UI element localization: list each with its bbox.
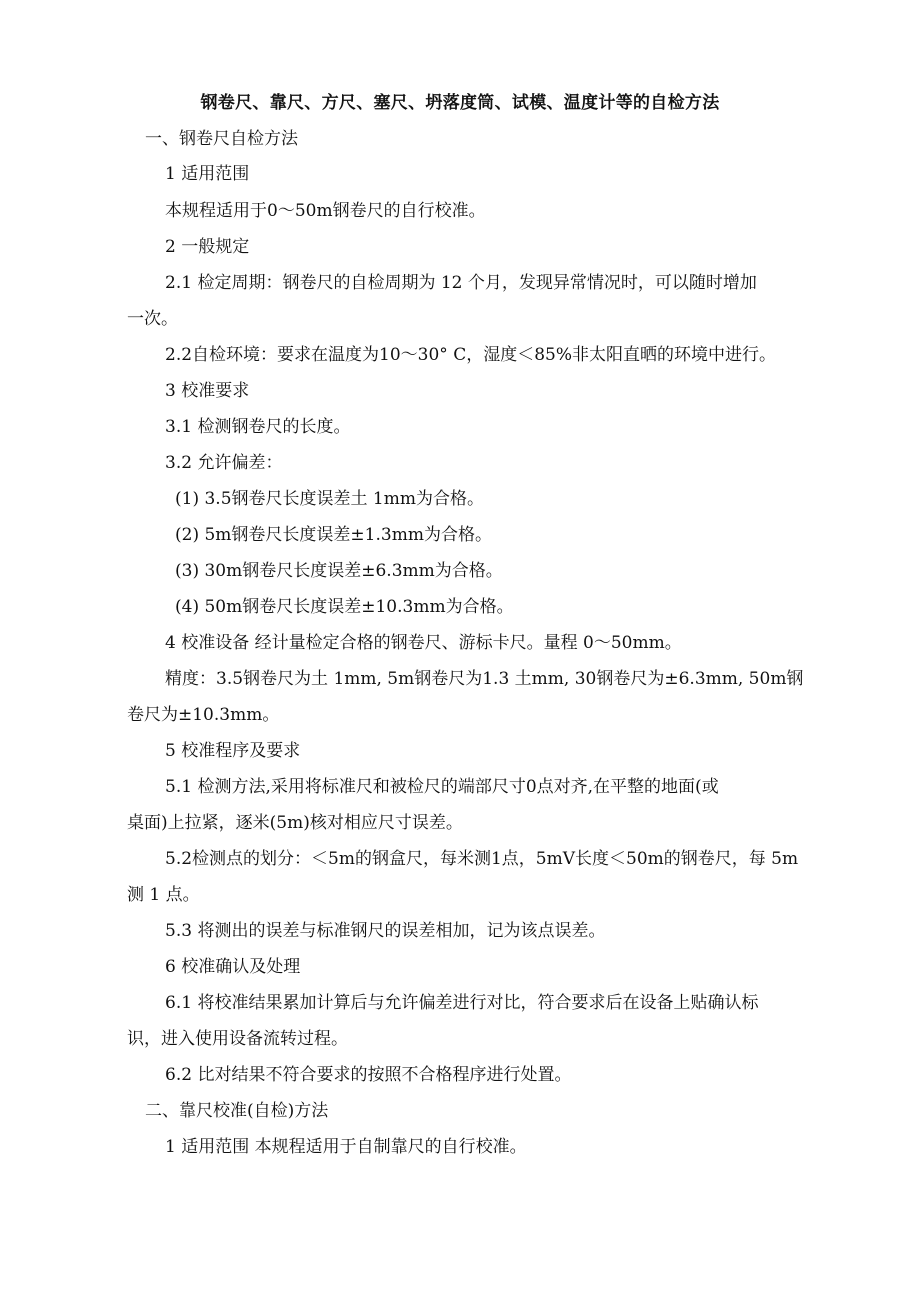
list-item: (2) 5m钢卷尺长度误差±1.3mm为合格。 — [175, 525, 492, 545]
paragraph: 精度：3.5钢卷尺为土 1mm, 5m钢卷尺为1.3 土mm, 30钢卷尺为±6.3mm, 50m钢 — [165, 669, 804, 689]
subsection-heading: 3 校准要求 — [165, 381, 250, 401]
paragraph: 3.1 检测钢卷尺的长度。 — [165, 417, 351, 437]
subsection-heading: 2 一般规定 — [165, 237, 250, 257]
section-heading: 一、钢卷尺自检方法 — [145, 129, 298, 149]
paragraph-continuation: 识，进入使用设备流转过程。 — [127, 1029, 348, 1049]
paragraph: 6.1 将校准结果累加计算后与允许偏差进行对比，符合要求后在设备上贴确认标 — [165, 993, 759, 1013]
subsection-heading: 6 校准确认及处理 — [165, 957, 301, 977]
list-item: (1) 3.5钢卷尺长度误差土 1mm为合格。 — [175, 489, 484, 509]
document-title: 钢卷尺、靠尺、方尺、塞尺、坍落度筒、试模、温度计等的自检方法 — [200, 93, 720, 113]
paragraph-continuation: 测 1 点。 — [127, 885, 200, 905]
paragraph: 6.2 比对结果不符合要求的按照不合格程序进行处置。 — [165, 1065, 572, 1085]
list-item: (3) 30m钢卷尺长度误差±6.3mm为合格。 — [175, 561, 503, 581]
paragraph: 3.2 允许偏差： — [165, 453, 283, 473]
paragraph: 5.1 检测方法,采用将标准尺和被检尺的端部尺寸0点对齐,在平整的地面(或 — [165, 777, 719, 797]
paragraph: 2.2自检环境：要求在温度为10～30° C，湿度＜85%非太阳直晒的环境中进行。 — [165, 345, 776, 365]
paragraph: 2.1 检定周期：钢卷尺的自检周期为 12 个月，发现异常情况时，可以随时增加 — [165, 273, 757, 293]
paragraph: 本规程适用于0～50m钢卷尺的自行校准。 — [165, 201, 486, 221]
paragraph-continuation: 桌面)上拉紧，逐米(5m)核对相应尺寸误差。 — [127, 813, 463, 833]
paragraph: 5.3 将测出的误差与标准钢尺的误差相加，记为该点误差。 — [165, 921, 606, 941]
paragraph: 1 适用范围 本规程适用于自制靠尺的自行校准。 — [165, 1137, 527, 1157]
subsection-heading: 1 适用范围 — [165, 164, 250, 184]
subsection-heading: 5 校准程序及要求 — [165, 741, 301, 761]
section-heading: 二、靠尺校准(自检)方法 — [145, 1101, 329, 1121]
paragraph: 4 校准设备 经计量检定合格的钢卷尺、游标卡尺。量程 0～50mm。 — [165, 633, 682, 653]
paragraph: 5.2检测点的划分：＜5m的钢盒尺，每米测1点，5mV长度＜50m的钢卷尺，每 5m — [165, 849, 799, 869]
list-item: (4) 50m钢卷尺长度误差±10.3mm为合格。 — [175, 597, 514, 617]
paragraph-continuation: 卷尺为±10.3mm。 — [127, 705, 280, 725]
paragraph-continuation: 一次。 — [127, 309, 178, 329]
